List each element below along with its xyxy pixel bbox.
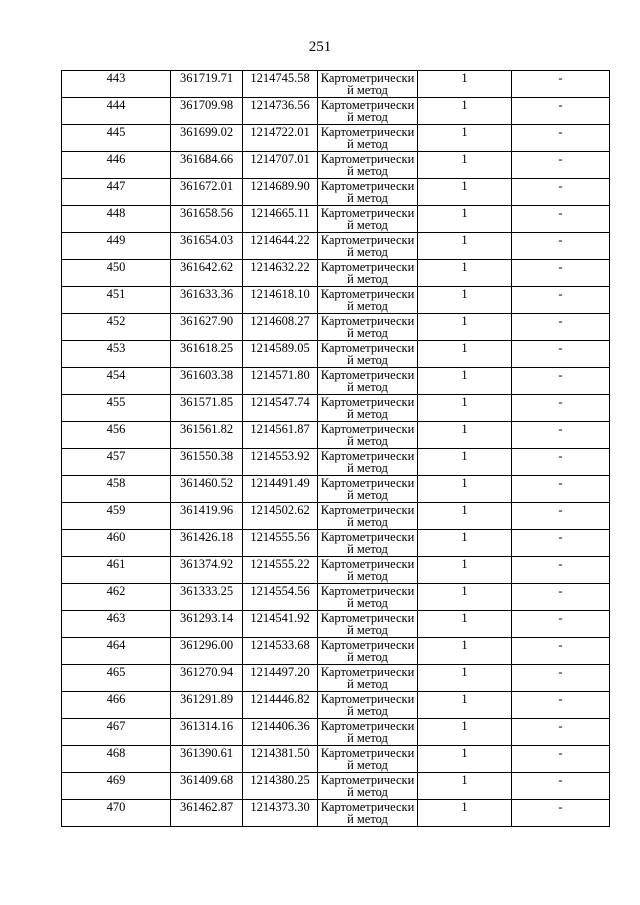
method-text [318,693,417,718]
table-row [62,692,610,719]
method-text [318,504,417,529]
method-cell [318,395,418,422]
method-line-1: Картометрически [320,450,415,463]
method-text [318,477,417,502]
table-row [62,125,610,152]
y-coordinate-cell: 1214745.58 [243,71,318,98]
accuracy-cell: 1 [418,773,512,800]
method-text [318,666,417,691]
method-line-2: й метод [347,758,388,772]
note-cell: - [512,260,610,287]
method-line-1: Картометрически [320,261,415,274]
x-coordinate-cell: 361419.96 [171,503,243,530]
point-number-cell: 456 [62,422,171,449]
method-line-2: й метод [347,110,388,124]
x-coordinate-cell: 361699.02 [171,125,243,152]
note-cell: - [512,341,610,368]
point-number-cell: 468 [62,746,171,773]
method-line-2: й метод [347,434,388,448]
x-coordinate-cell: 361719.71 [171,71,243,98]
method-line-1: Картометрически [320,72,415,85]
accuracy-cell: 1 [418,422,512,449]
point-number-cell: 466 [62,692,171,719]
accuracy-cell: 1 [418,368,512,395]
x-coordinate-cell: 361462.87 [171,800,243,827]
method-cell [318,368,418,395]
method-line-2: й метод [347,650,388,664]
table-row [62,503,610,530]
note-cell: - [512,206,610,233]
method-cell [318,233,418,260]
y-coordinate-cell: 1214722.01 [243,125,318,152]
point-number-cell: 461 [62,557,171,584]
table-row [62,260,610,287]
method-text [318,126,417,151]
method-cell [318,584,418,611]
x-coordinate-cell: 361374.92 [171,557,243,584]
x-coordinate-cell: 361654.03 [171,233,243,260]
accuracy-cell: 1 [418,611,512,638]
point-number-cell: 455 [62,395,171,422]
note-cell: - [512,611,610,638]
accuracy-cell: 1 [418,395,512,422]
accuracy-cell: 1 [418,341,512,368]
x-coordinate-cell: 361426.18 [171,530,243,557]
method-line-1: Картометрически [320,234,415,247]
x-coordinate-cell: 361460.52 [171,476,243,503]
y-coordinate-cell: 1214502.62 [243,503,318,530]
method-line-2: й метод [347,812,388,826]
point-number-cell: 453 [62,341,171,368]
accuracy-cell: 1 [418,638,512,665]
method-line-1: Картометрически [320,207,415,220]
accuracy-cell: 1 [418,260,512,287]
accuracy-cell: 1 [418,71,512,98]
method-line-2: й метод [347,704,388,718]
method-line-1: Картометрически [320,423,415,436]
method-line-1: Картометрически [320,369,415,382]
note-cell: - [512,476,610,503]
method-line-2: й метод [347,299,388,313]
point-number-cell: 464 [62,638,171,665]
accuracy-cell: 1 [418,476,512,503]
method-line-1: Картометрически [320,396,415,409]
note-cell: - [512,395,610,422]
point-number-cell: 459 [62,503,171,530]
y-coordinate-cell: 1214589.05 [243,341,318,368]
y-coordinate-cell: 1214553.92 [243,449,318,476]
note-cell: - [512,692,610,719]
method-cell [318,341,418,368]
method-text [318,369,417,394]
method-text [318,342,417,367]
method-line-2: й метод [347,218,388,232]
method-line-1: Картометрически [320,315,415,328]
note-cell: - [512,638,610,665]
x-coordinate-cell: 361291.89 [171,692,243,719]
method-line-1: Картометрически [320,585,415,598]
y-coordinate-cell: 1214381.50 [243,746,318,773]
method-line-1: Картометрически [320,639,415,652]
method-cell [318,611,418,638]
method-cell [318,530,418,557]
x-coordinate-cell: 361314.16 [171,719,243,746]
method-cell [318,773,418,800]
method-text [318,72,417,97]
method-text [318,99,417,124]
x-coordinate-cell: 361270.94 [171,665,243,692]
y-coordinate-cell: 1214380.25 [243,773,318,800]
x-coordinate-cell: 361627.90 [171,314,243,341]
note-cell: - [512,719,610,746]
note-cell: - [512,125,610,152]
accuracy-cell: 1 [418,503,512,530]
note-cell: - [512,152,610,179]
point-number-cell: 458 [62,476,171,503]
note-cell: - [512,746,610,773]
method-line-2: й метод [347,353,388,367]
table-row [62,368,610,395]
point-number-cell: 463 [62,611,171,638]
method-line-1: Картометрически [320,774,415,787]
accuracy-cell: 1 [418,233,512,260]
y-coordinate-cell: 1214446.82 [243,692,318,719]
table-row [62,179,610,206]
point-number-cell: 467 [62,719,171,746]
note-cell: - [512,422,610,449]
method-line-2: й метод [347,677,388,691]
table-row [62,233,610,260]
point-number-cell: 470 [62,800,171,827]
method-line-1: Картометрически [320,666,415,679]
method-cell [318,71,418,98]
method-line-2: й метод [347,515,388,529]
note-cell: - [512,233,610,260]
x-coordinate-cell: 361672.01 [171,179,243,206]
x-coordinate-cell: 361709.98 [171,98,243,125]
method-cell [318,800,418,827]
method-line-2: й метод [347,380,388,394]
y-coordinate-cell: 1214561.87 [243,422,318,449]
method-text [318,585,417,610]
x-coordinate-cell: 361642.62 [171,260,243,287]
point-number-cell: 444 [62,98,171,125]
method-line-2: й метод [347,164,388,178]
table-row [62,395,610,422]
method-text [318,558,417,583]
accuracy-cell: 1 [418,287,512,314]
page-number: 251 [308,39,332,55]
table-row [62,422,610,449]
point-number-cell: 448 [62,206,171,233]
table-row [62,287,610,314]
point-number-cell: 452 [62,314,171,341]
method-line-1: Картометрически [320,126,415,139]
x-coordinate-cell: 361296.00 [171,638,243,665]
method-text [318,234,417,259]
table-row [62,71,610,98]
method-cell [318,746,418,773]
accuracy-cell: 1 [418,584,512,611]
y-coordinate-cell: 1214554.56 [243,584,318,611]
method-line-2: й метод [347,596,388,610]
y-coordinate-cell: 1214541.92 [243,611,318,638]
table-row [62,638,610,665]
y-coordinate-cell: 1214689.90 [243,179,318,206]
method-line-1: Картометрически [320,720,415,733]
note-cell: - [512,287,610,314]
y-coordinate-cell: 1214632.22 [243,260,318,287]
note-cell: - [512,773,610,800]
method-cell [318,179,418,206]
note-cell: - [512,557,610,584]
method-line-1: Картометрически [320,342,415,355]
method-line-2: й метод [347,245,388,259]
y-coordinate-cell: 1214618.10 [243,287,318,314]
note-cell: - [512,503,610,530]
table-row [62,746,610,773]
accuracy-cell: 1 [418,719,512,746]
note-cell: - [512,71,610,98]
method-cell [318,638,418,665]
method-line-2: й метод [347,83,388,97]
note-cell: - [512,368,610,395]
accuracy-cell: 1 [418,179,512,206]
table-row [62,206,610,233]
accuracy-cell: 1 [418,206,512,233]
point-number-cell: 462 [62,584,171,611]
method-text [318,612,417,637]
x-coordinate-cell: 361550.38 [171,449,243,476]
method-cell [318,314,418,341]
table-row [62,800,610,827]
method-line-1: Картометрически [320,612,415,625]
method-cell [318,665,418,692]
method-cell [318,422,418,449]
method-text [318,531,417,556]
method-cell [318,557,418,584]
method-cell [318,692,418,719]
table-row [62,773,610,800]
accuracy-cell: 1 [418,98,512,125]
method-text [318,288,417,313]
method-line-1: Картометрически [320,180,415,193]
method-line-1: Картометрически [320,504,415,517]
method-line-2: й метод [347,326,388,340]
method-cell [318,152,418,179]
accuracy-cell: 1 [418,449,512,476]
method-text [318,801,417,826]
y-coordinate-cell: 1214707.01 [243,152,318,179]
method-cell [318,719,418,746]
note-cell: - [512,800,610,827]
method-line-1: Картометрически [320,693,415,706]
point-number-cell: 446 [62,152,171,179]
y-coordinate-cell: 1214736.56 [243,98,318,125]
note-cell: - [512,530,610,557]
method-line-2: й метод [347,731,388,745]
method-line-1: Картометрически [320,477,415,490]
method-line-2: й метод [347,542,388,556]
method-cell [318,503,418,530]
accuracy-cell: 1 [418,530,512,557]
method-text [318,180,417,205]
x-coordinate-cell: 361333.25 [171,584,243,611]
table-row [62,98,610,125]
x-coordinate-cell: 361390.61 [171,746,243,773]
coordinates-table-body [62,71,610,827]
x-coordinate-cell: 361658.56 [171,206,243,233]
method-line-2: й метод [347,488,388,502]
x-coordinate-cell: 361684.66 [171,152,243,179]
method-line-1: Картометрически [320,531,415,544]
accuracy-cell: 1 [418,314,512,341]
note-cell: - [512,665,610,692]
method-line-2: й метод [347,407,388,421]
y-coordinate-cell: 1214491.49 [243,476,318,503]
point-number-cell: 460 [62,530,171,557]
x-coordinate-cell: 361293.14 [171,611,243,638]
y-coordinate-cell: 1214555.22 [243,557,318,584]
accuracy-cell: 1 [418,557,512,584]
point-number-cell: 443 [62,71,171,98]
table-row [62,314,610,341]
y-coordinate-cell: 1214555.56 [243,530,318,557]
table-row [62,341,610,368]
point-number-cell: 449 [62,233,171,260]
method-cell [318,125,418,152]
method-cell [318,287,418,314]
table-row [62,557,610,584]
table-row [62,719,610,746]
y-coordinate-cell: 1214533.68 [243,638,318,665]
y-coordinate-cell: 1214665.11 [243,206,318,233]
point-number-cell: 465 [62,665,171,692]
method-text [318,261,417,286]
x-coordinate-cell: 361409.68 [171,773,243,800]
method-text [318,747,417,772]
y-coordinate-cell: 1214571.80 [243,368,318,395]
method-text [318,153,417,178]
table-row [62,449,610,476]
y-coordinate-cell: 1214406.36 [243,719,318,746]
table-row [62,476,610,503]
method-line-2: й метод [347,137,388,151]
table-row [62,530,610,557]
point-number-cell: 469 [62,773,171,800]
accuracy-cell: 1 [418,125,512,152]
method-line-1: Картометрически [320,99,415,112]
method-line-1: Картометрически [320,801,415,814]
y-coordinate-cell: 1214644.22 [243,233,318,260]
method-text [318,315,417,340]
x-coordinate-cell: 361603.38 [171,368,243,395]
accuracy-cell: 1 [418,152,512,179]
point-number-cell: 445 [62,125,171,152]
method-text [318,207,417,232]
point-number-cell: 447 [62,179,171,206]
method-line-1: Картометрически [320,558,415,571]
method-line-2: й метод [347,461,388,475]
method-line-1: Картометрически [320,153,415,166]
method-text [318,720,417,745]
method-text [318,450,417,475]
accuracy-cell: 1 [418,746,512,773]
point-number-cell: 450 [62,260,171,287]
method-cell [318,98,418,125]
method-text [318,423,417,448]
method-line-2: й метод [347,569,388,583]
method-line-2: й метод [347,272,388,286]
method-line-2: й метод [347,191,388,205]
method-cell [318,260,418,287]
note-cell: - [512,584,610,611]
accuracy-cell: 1 [418,692,512,719]
table-row [62,665,610,692]
method-line-2: й метод [347,623,388,637]
method-line-1: Картометрически [320,288,415,301]
y-coordinate-cell: 1214608.27 [243,314,318,341]
method-line-1: Картометрически [320,747,415,760]
point-number-cell: 454 [62,368,171,395]
table-row [62,611,610,638]
point-number-cell: 451 [62,287,171,314]
method-cell [318,206,418,233]
note-cell: - [512,179,610,206]
y-coordinate-cell: 1214497.20 [243,665,318,692]
y-coordinate-cell: 1214373.30 [243,800,318,827]
method-text [318,774,417,799]
table-row [62,584,610,611]
note-cell: - [512,98,610,125]
x-coordinate-cell: 361571.85 [171,395,243,422]
method-cell [318,476,418,503]
method-cell [318,449,418,476]
y-coordinate-cell: 1214547.74 [243,395,318,422]
point-number-cell: 457 [62,449,171,476]
accuracy-cell: 1 [418,800,512,827]
table-row [62,152,610,179]
x-coordinate-cell: 361618.25 [171,341,243,368]
note-cell: - [512,449,610,476]
x-coordinate-cell: 361633.36 [171,287,243,314]
note-cell: - [512,314,610,341]
coordinates-table [61,70,610,827]
method-text [318,639,417,664]
accuracy-cell: 1 [418,665,512,692]
method-text [318,396,417,421]
x-coordinate-cell: 361561.82 [171,422,243,449]
method-line-2: й метод [347,785,388,799]
